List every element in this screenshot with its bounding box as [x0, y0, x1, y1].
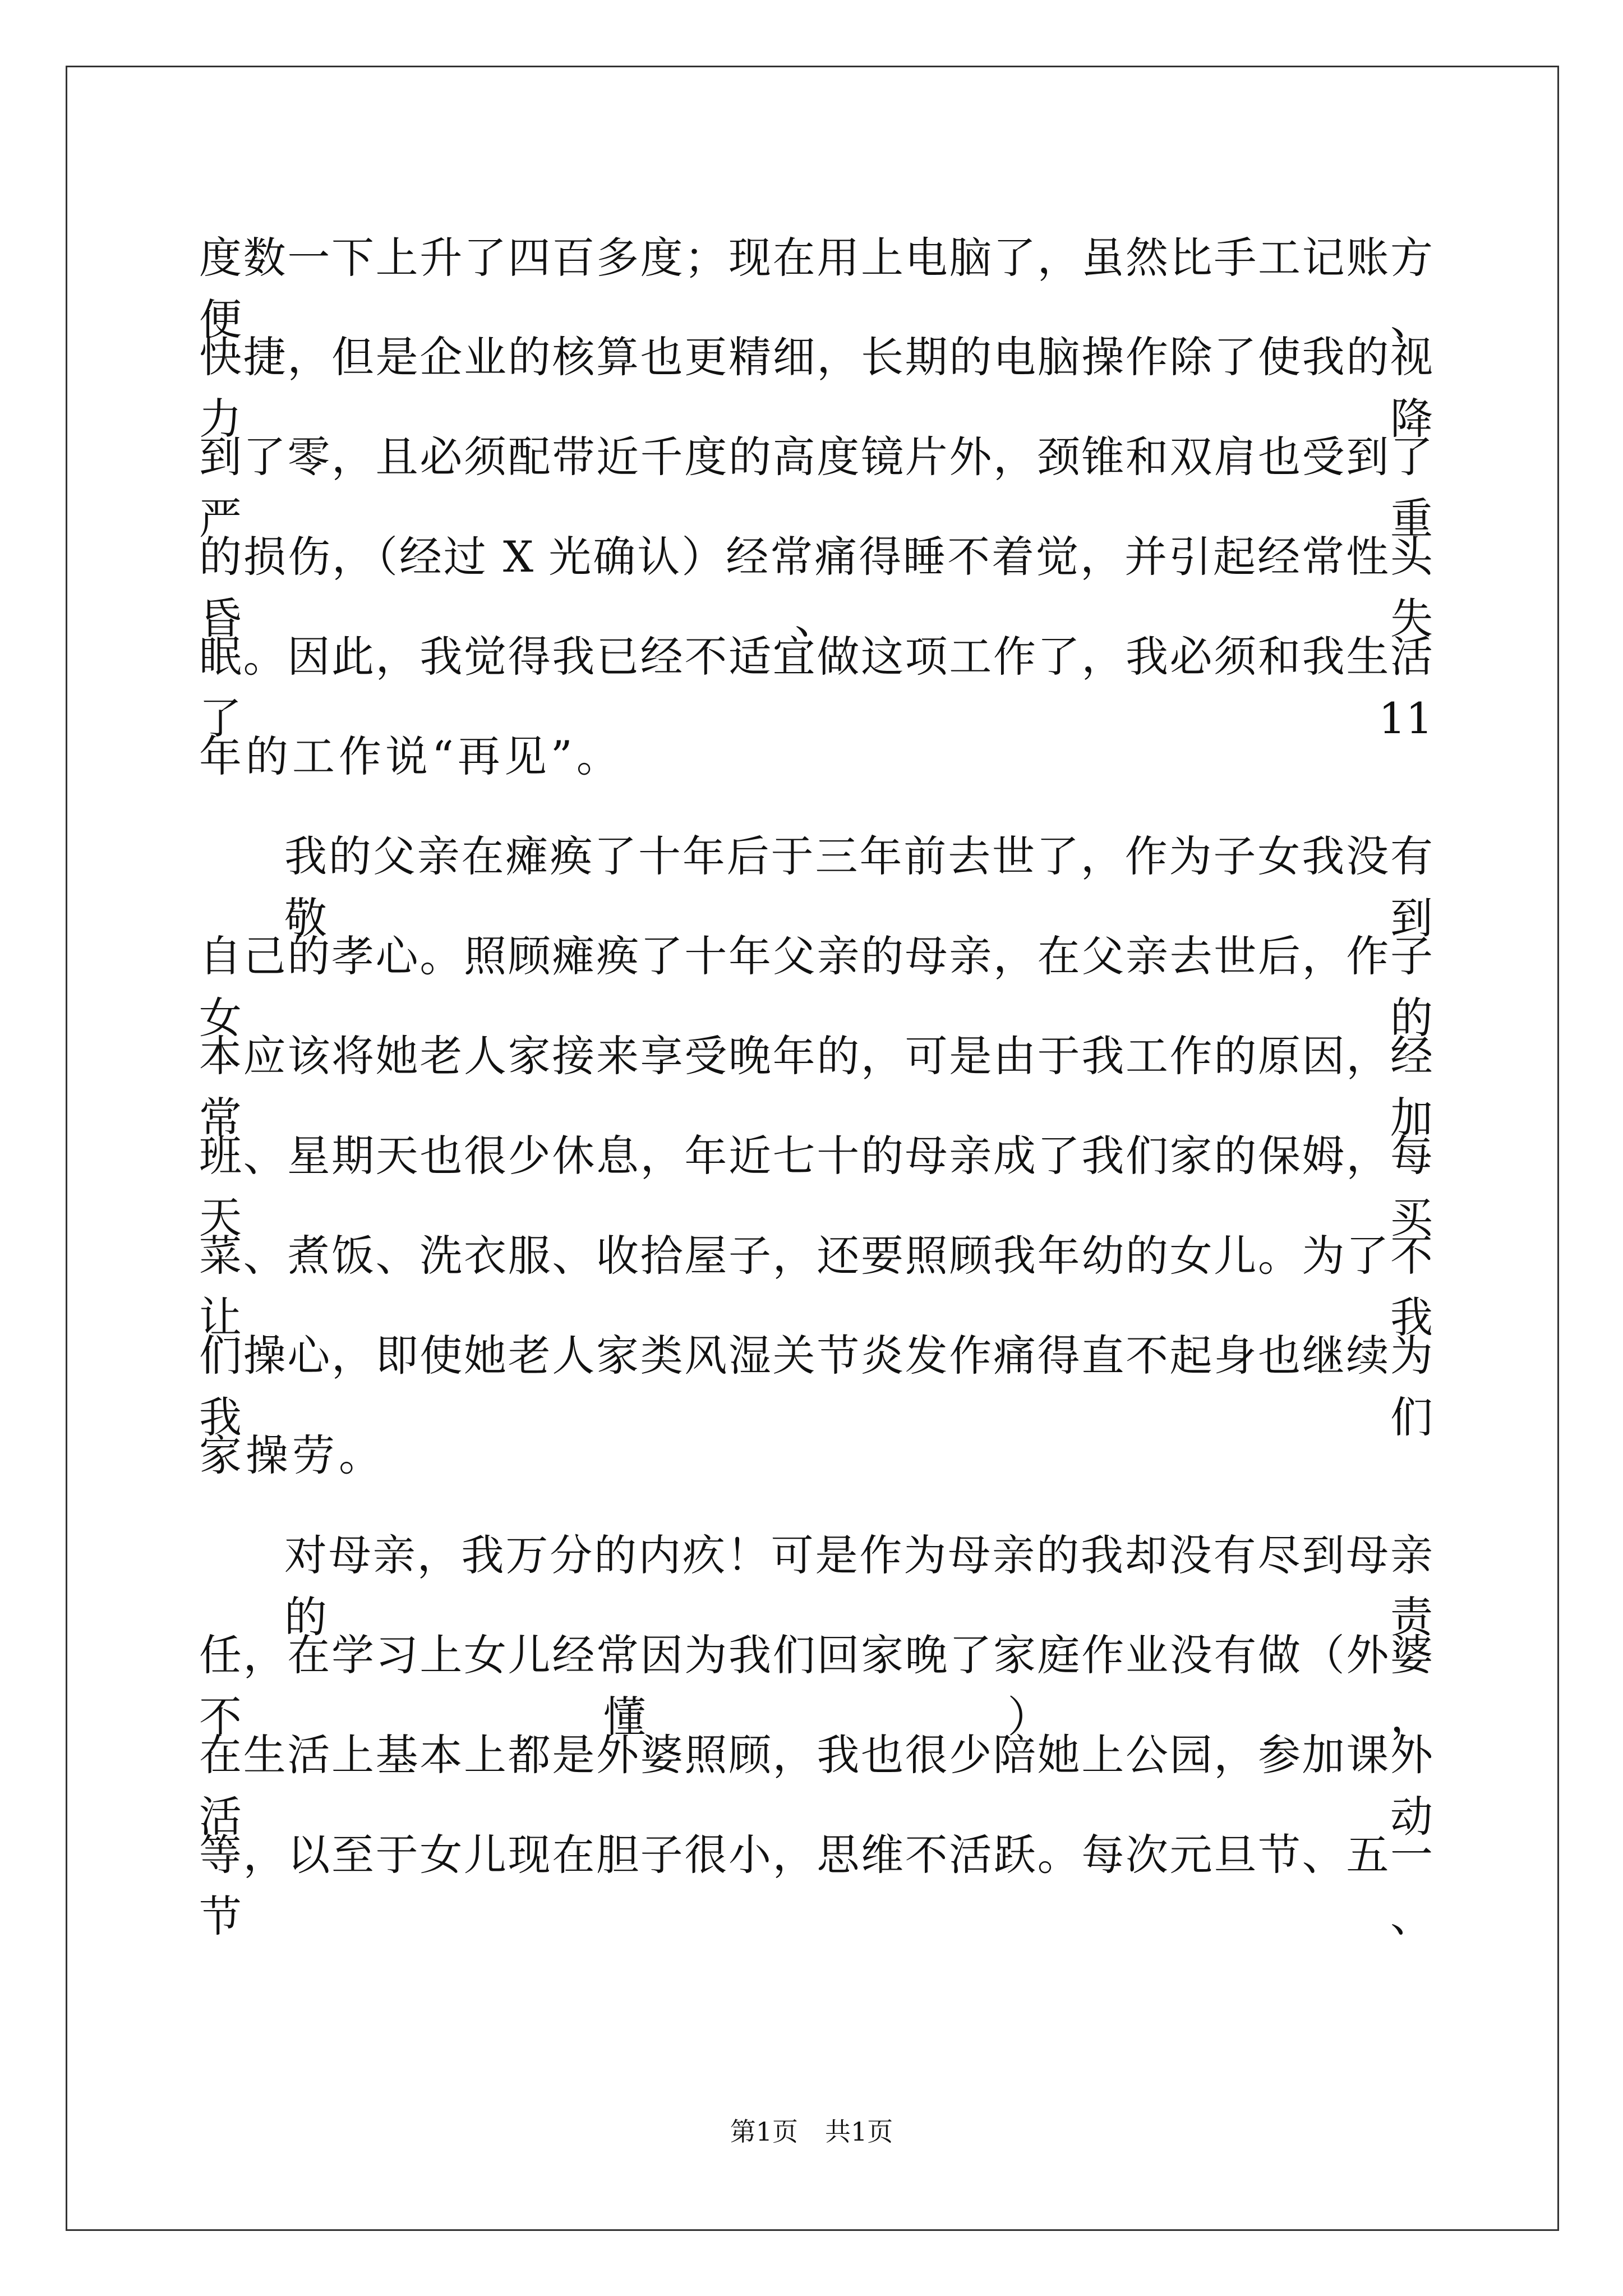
text-line: 快捷，但是企业的核算也更精细，长期的电脑操作除了使我的视力降 [199, 332, 1433, 444]
page-footer [0, 2115, 1623, 2148]
page-total: 共1页 [825, 2116, 893, 2147]
text-line: 在生活上基本上都是外婆照顾，我也很少陪她上公园，参加课外活动 [199, 1730, 1433, 1842]
text-line: 家操劳。 [199, 1430, 385, 1480]
text-line: 我的父亲在瘫痪了十年后于三年前去世了，作为子女我没有敬到 [284, 831, 1433, 943]
text-line: 班、星期天也很少休息，年近七十的母亲成了我们家的保姆，每天买 [199, 1131, 1433, 1243]
text-line: 任，在学习上女儿经常因为我们回家晚了家庭作业没有做（外婆不懂）， [199, 1630, 1433, 1742]
text-line: 眠。因此，我觉得我已经不适宜做这项工作了，我必须和我生活了 11 [199, 632, 1433, 743]
text-line: 自己的孝心。照顾瘫痪了十年父亲的母亲，在父亲去世后，作子女的 [199, 931, 1433, 1043]
text-line: 到了零，且必须配带近千度的高度镜片外，颈锥和双肩也受到了严重 [199, 432, 1433, 544]
text-line: 菜、煮饭、洗衣服、收拾屋子，还要照顾我年幼的女儿。为了不让我 [199, 1231, 1433, 1342]
text-line: 年的工作说“再见”。 [199, 731, 623, 781]
text-line: 度数一下上升了四百多度；现在用上电脑了，虽然比手工记账方便、 [199, 233, 1433, 344]
text-line: 本应该将她老人家接来享受晚年的，可是由于我工作的原因，经常加 [199, 1031, 1433, 1143]
text-line: 等，以至于女儿现在胆子很小，思维不活跃。每次元旦节、五一节、 [199, 1830, 1433, 1941]
page-number: 第1页 [730, 2116, 798, 2147]
text-line: 对母亲，我万分的内疚！可是作为母亲的我却没有尽到母亲的责 [284, 1530, 1433, 1642]
text-line: 们操心，即使她老人家类风湿关节炎发作痛得直不起身也继续为我们 [199, 1331, 1433, 1442]
text-line: 的损伤，（经过 X 光确认）经常痛得睡不着觉，并引起经常性头昏、失 [199, 532, 1433, 643]
